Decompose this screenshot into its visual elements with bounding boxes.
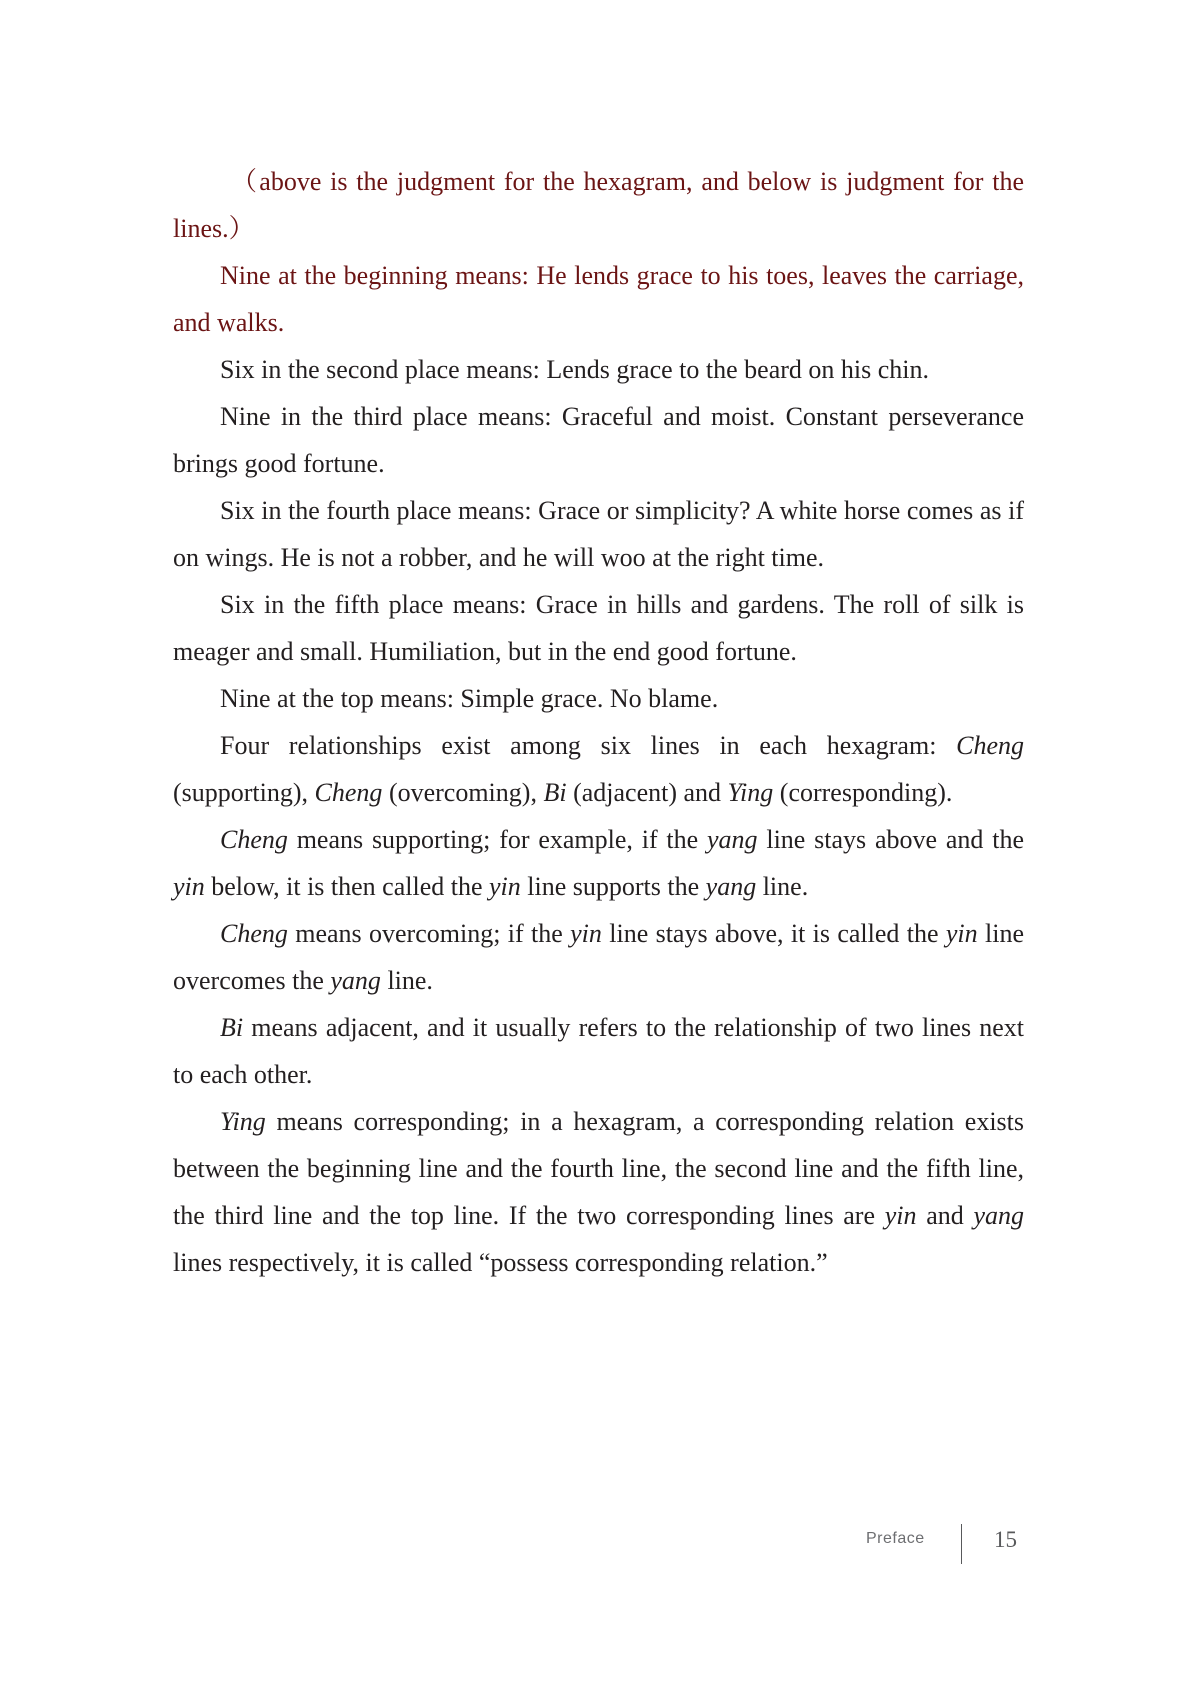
page-number: 15 (994, 1527, 1017, 1552)
text-run: line supports the (520, 872, 706, 901)
paragraph-ying-corresponding (173, 1098, 1024, 1286)
text-run: line. (380, 966, 433, 995)
paragraph-cheng-supporting (173, 816, 1024, 910)
text-run: line stays above, it is called the (601, 919, 946, 948)
text-run: means supporting; for example, if the (287, 825, 707, 854)
paragraph-four-relationships (173, 722, 1024, 816)
paragraph-nine-top: Nine at the top means: Simple grace. No blame. (220, 684, 719, 713)
text-run: means overcoming; if the (287, 919, 571, 948)
term-yin: yin (945, 919, 978, 948)
term-yang: yang (705, 872, 757, 901)
text-run: line. (756, 872, 809, 901)
term-yin: yin (173, 872, 205, 901)
paragraph-nine-beginning: Nine at the beginning means: He lends grace to his toes, leaves the carriage, and walks. (173, 261, 1024, 337)
footer-divider (961, 1524, 962, 1564)
term-yin: yin (489, 872, 521, 901)
term-bi: Bi (220, 1013, 244, 1042)
paragraph-six-second: Six in the second place means: Lends grace to the beard on his chin. (220, 355, 930, 384)
term-ying: Ying (727, 778, 774, 807)
term-yang: yang (707, 825, 758, 854)
text-run: means adjacent, and it usually refers to the relationship of two lines next to each other. (173, 1013, 1024, 1089)
term-bi: Bi (543, 778, 567, 807)
text-run: (corresponding). (773, 778, 953, 807)
term-ying: Ying (220, 1107, 266, 1136)
text-run: lines respectively, it is called “possess corresponding relation.” (173, 1248, 828, 1277)
text-run: (overcoming), (382, 778, 544, 807)
footer-section-label: Preface (866, 1530, 925, 1547)
text-run: and (916, 1201, 974, 1230)
term-yang: yang (330, 966, 381, 995)
body-text (173, 158, 1024, 1286)
paragraph-cheng-overcoming (173, 910, 1024, 1004)
paragraph-six-fifth: Six in the fifth place means: Grace in hills and gardens. The roll of silk is meager and small. Humiliation, but in the end good fortune. (173, 590, 1024, 666)
term-cheng: Cheng (956, 731, 1024, 760)
paragraph-six-fourth: Six in the fourth place means: Grace or simplicity? A white horse comes as if on wings. He is not a robber, and he will woo at the right time. (173, 496, 1024, 572)
text-run: below, it is then called the (204, 872, 490, 901)
term-cheng: Cheng (220, 825, 288, 854)
paragraph-nine-third: Nine in the third place means: Graceful and moist. Constant perseverance brings good fortune. (173, 402, 1024, 478)
paragraph-bi-adjacent (173, 1004, 1024, 1098)
text-run: line stays above and the (757, 825, 1024, 854)
term-cheng: Cheng (314, 778, 383, 807)
term-cheng: Cheng (220, 919, 288, 948)
text-run: means corresponding; in a hexagram, a corresponding relation exists between the beginning line and the fourth line, the second line and the fifth line, the third line and the top line. If the two corresponding lines are (173, 1107, 1024, 1230)
text-run: line overcomes the (173, 919, 1024, 995)
text-run: Four relationships exist among six lines in each hexagram: (220, 731, 957, 760)
term-yin: yin (570, 919, 602, 948)
term-yin: yin (884, 1201, 917, 1230)
paragraph-hexagram-note: （above is the judgment for the hexagram, and below is judgment for the lines.） (173, 167, 1024, 243)
text-run: (adjacent) and (566, 778, 728, 807)
text-run: (supporting), (173, 778, 315, 807)
term-yang: yang (973, 1201, 1024, 1230)
